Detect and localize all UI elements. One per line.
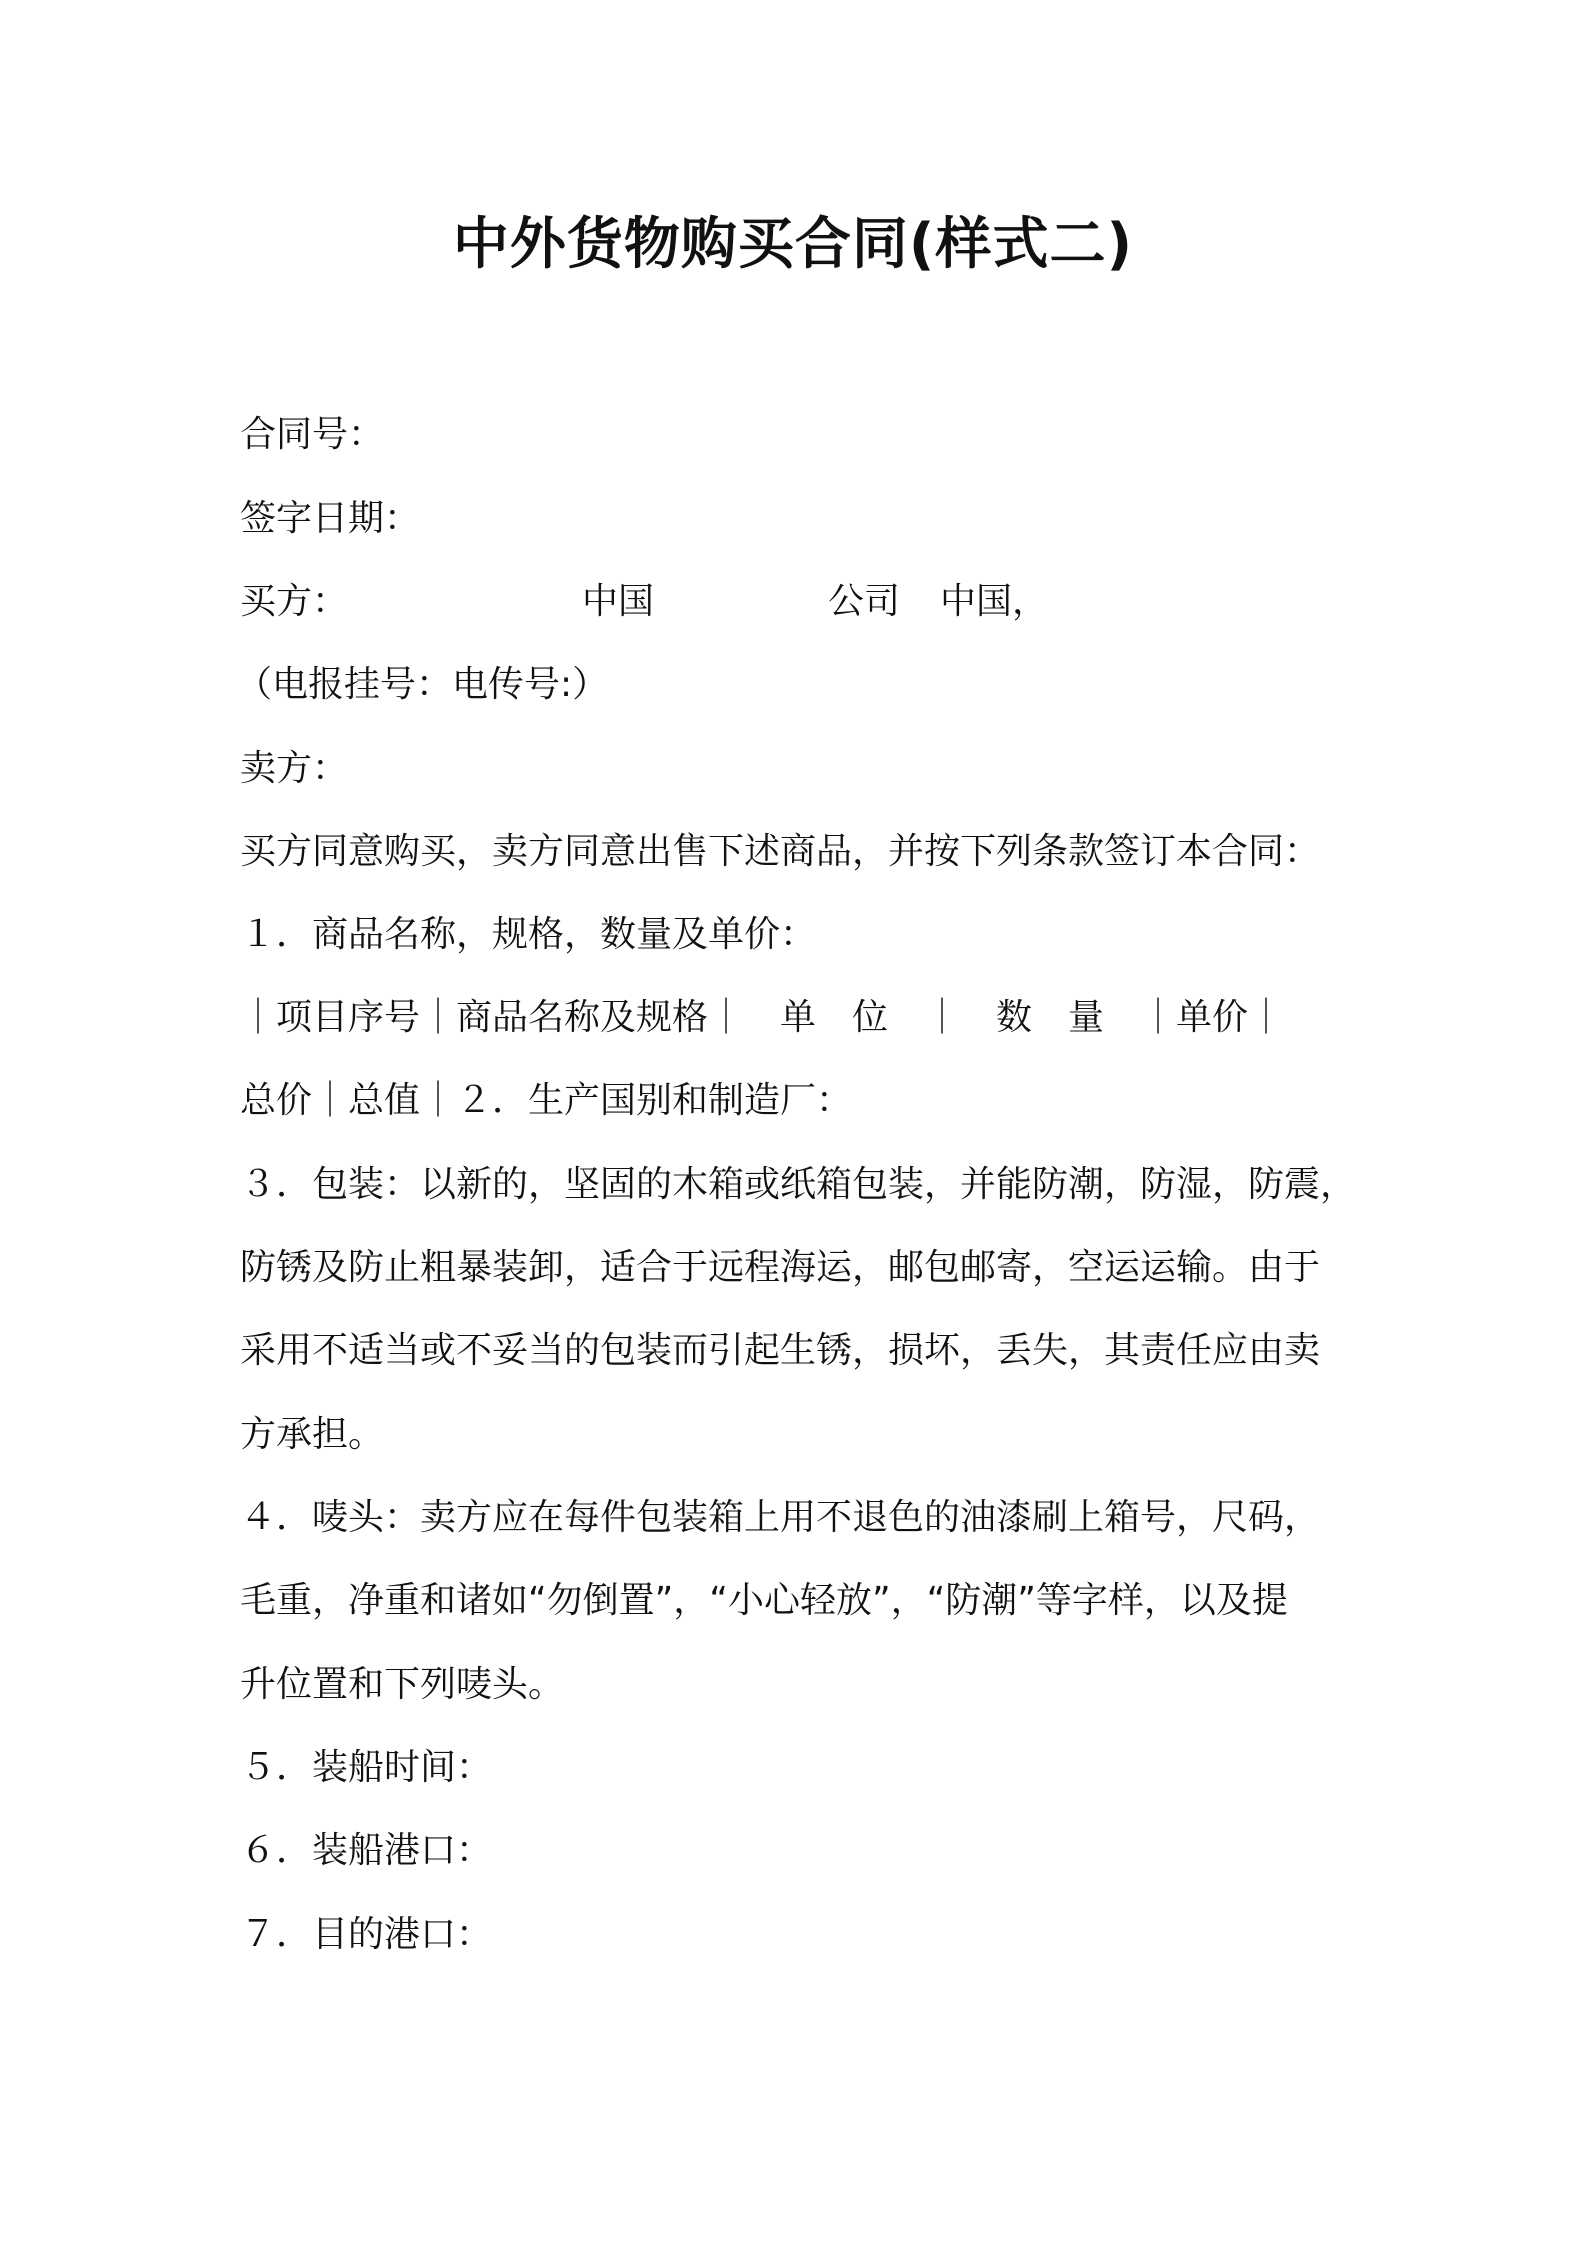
goods-table-tail-clause-2: 总价｜总值｜２．生产国别和制造厂：: [240, 1080, 853, 1121]
clause-4-marks-line-3: 升位置和下列唛头。: [240, 1664, 565, 1705]
agreement-line: 买方同意购买，卖方同意出售下述商品，并按下列条款签订本合同：: [240, 831, 1321, 872]
clause-4-marks-line-2: 毛重，净重和诸如“勿倒置”，“小心轻放”，“防潮”等字样，以及提: [240, 1580, 1288, 1621]
document-title: 中外货物购买合同(样式二): [452, 212, 1134, 277]
seller-line: 卖方：: [240, 748, 349, 789]
clause-3-packing-line-2: 防锈及防止粗暴装卸，适合于远程海运，邮包邮寄，空运运输。由于: [240, 1247, 1321, 1288]
clause-3-packing-line-4: 方承担。: [240, 1414, 385, 1455]
clause-6-loading-port: ６．装船港口：: [240, 1830, 493, 1871]
contract-number-line: 合同号：: [240, 414, 385, 455]
buyer-country: 中国: [582, 581, 655, 622]
clause-5-shipment-time: ５．装船时间：: [240, 1747, 493, 1788]
clause-1-goods: １．商品名称，规格，数量及单价：: [240, 914, 817, 955]
clause-7-destination-port: ７．目的港口：: [240, 1914, 493, 1955]
goods-table-header: ｜项目序号｜商品名称及规格｜ 单 位 ｜ 数 量 ｜单价｜: [240, 997, 1285, 1038]
clause-3-packing-line-3: 采用不适当或不妥当的包装而引起生锈，损坏，丢失，其责任应由卖: [240, 1330, 1321, 1371]
clause-4-marks-line-1: ４．唛头：卖方应在每件包装箱上用不退色的油漆刷上箱号，尺码，: [240, 1497, 1321, 1538]
buyer-line: [240, 577, 1048, 627]
buyer-company: 公司: [828, 581, 901, 622]
sign-date-line: 签字日期：: [240, 498, 421, 539]
telegraph-line: （电报挂号：电传号:）: [236, 664, 609, 705]
buyer-label: 买方：: [240, 581, 349, 622]
buyer-country-2: 中国，: [940, 581, 1049, 622]
clause-3-packing-line-1: ３．包装：以新的，坚固的木箱或纸箱包装，并能防潮，防湿，防震，: [240, 1164, 1357, 1205]
